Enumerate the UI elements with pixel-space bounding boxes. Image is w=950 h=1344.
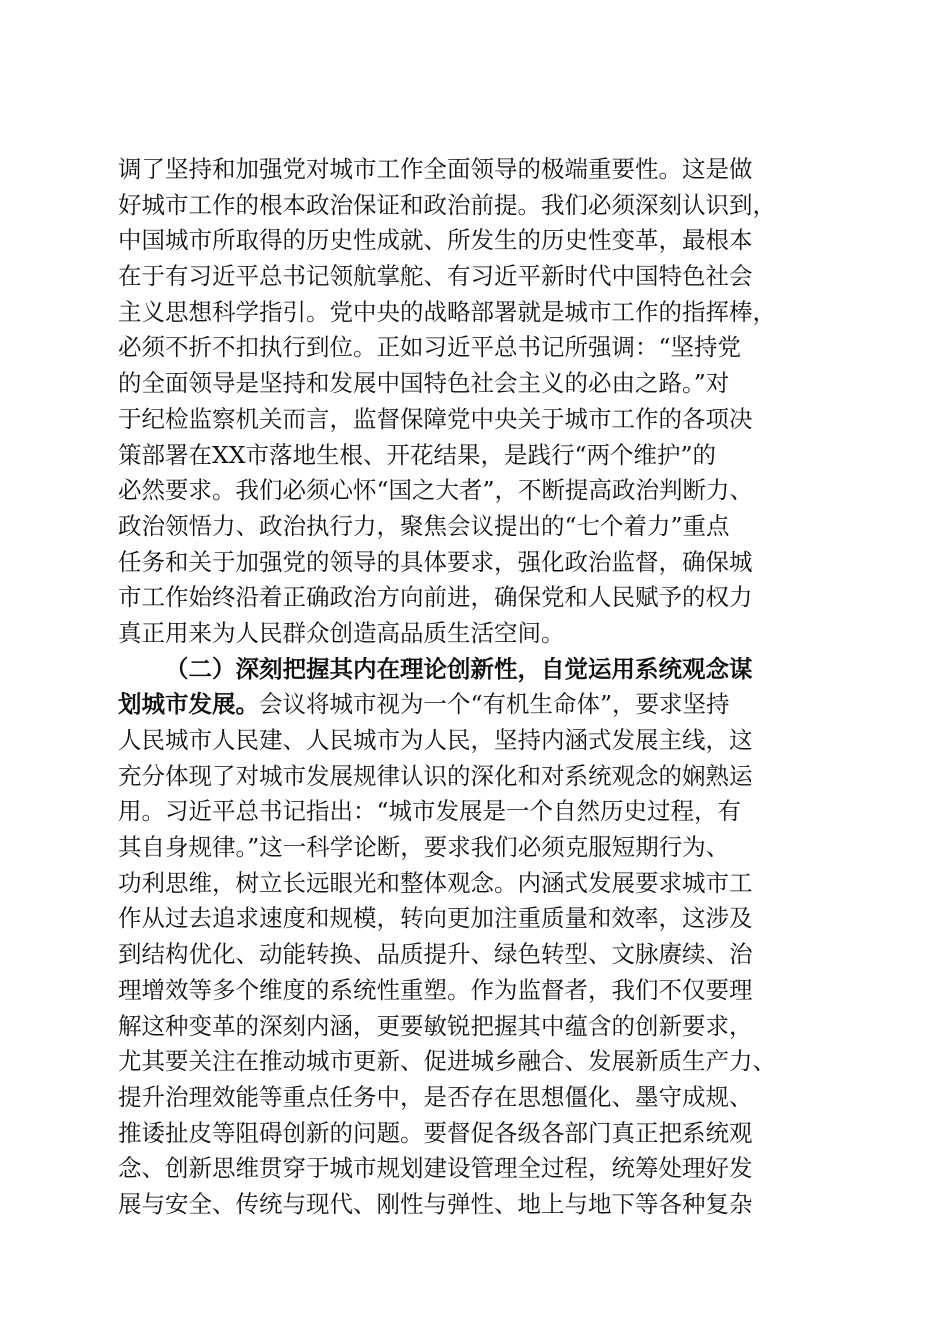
paragraph-party-leadership (118, 152, 836, 652)
text-line: 尤其要关注在推动城市更新、促进城乡融合、发展新质生产力、 (118, 1047, 776, 1076)
text-line: 的全面领导是坚持和发展中国特色社会主义的必由之路。”对 (118, 369, 730, 398)
text-line: 作从过去追求速度和规模，转向更加注重质量和效率，这涉及 (118, 904, 753, 933)
text-segment: 会议将城市视为一个“有机生命体”，要求坚持 (259, 690, 730, 719)
text-line: 调了坚持和加强党对城市工作全面领导的极端重要性。这是做 (118, 155, 753, 183)
text-line: 于纪检监察机关而言，监督保障党中央关于城市工作的各项决 (118, 404, 753, 433)
text-line: 理增效等多个维度的系统性重塑。作为监督者，我们不仅要理 (118, 975, 753, 1004)
paragraph-theoretical-innovation (118, 652, 836, 1223)
section-heading: （二）深刻把握其内在理论创新性，自觉运用系统观念谋 (165, 654, 753, 683)
text-line: 人民城市人民建、人民城市为人民，坚持内涵式发展主线，这 (118, 726, 753, 754)
text-line: 念、创新思维贯穿于城市规划建设管理全过程，统筹处理好发 (118, 1154, 753, 1183)
text-line: 提升治理效能等重点任务中，是否存在思想僵化、墨守成规、 (118, 1082, 753, 1111)
text-line: 策部署在XX市落地生根、开花结果，是践行“两个维护”的 (118, 440, 716, 469)
text-line: 解这种变革的深刻内涵，更要敏锐把握其中蕴含的创新要求， (118, 1011, 753, 1040)
text-line: 必然要求。我们必须心怀“国之大者”，不断提高政治判断力、 (118, 476, 754, 505)
text-line: 充分体现了对城市发展规律认识的深化和对系统观念的娴熟运 (118, 761, 753, 790)
text-line: 在于有习近平总书记领航掌舵、有习近平新时代中国特色社会 (118, 262, 753, 291)
text-line: 主义思想科学指引。党中央的战略部署就是城市工作的指挥棒， (118, 297, 776, 326)
text-line: 好城市工作的根本政治保证和政治前提。我们必须深刻认识到， (118, 190, 776, 219)
text-line: 推诿扯皮等阻碍创新的问题。要督促各级各部门真正把系统观 (118, 1118, 753, 1147)
text-line: 功利思维，树立长远眼光和整体观念。内涵式发展要求城市工 (118, 868, 753, 897)
text-line: 真正用来为人民群众创造高品质生活空间。 (118, 618, 565, 647)
section-heading-continued: 划城市发展。 (118, 690, 259, 719)
text-line: 必须不折不扣执行到位。正如习近平总书记所强调：“坚持党 (118, 333, 742, 362)
text-line: 市工作始终沿着正确政治方向前进，确保党和人民赋予的权力 (118, 583, 753, 612)
text-line (118, 687, 836, 723)
text-line: 展与安全、传统与现代、刚性与弹性、地上与地下等各种复杂 (118, 1189, 753, 1218)
text-line: 政治领悟力、政治执行力，聚焦会议提出的“七个着力”重点 (118, 511, 730, 540)
text-line: 任务和关于加强党的领导的具体要求，强化政治监督，确保城 (118, 547, 753, 576)
document-page (118, 152, 836, 1223)
text-line: 其自身规律。”这一科学论断，要求我们必须克服短期行为、 (118, 833, 730, 862)
text-line: 中国城市所取得的历史性成就、所发生的历史性变革，最根本 (118, 226, 753, 255)
text-line: 到结构优化、动能转换、品质提升、绿色转型、文脉赓续、治 (118, 940, 753, 969)
text-line: 用。习近平总书记指出：“城市发展是一个自然历史过程，有 (118, 797, 742, 826)
